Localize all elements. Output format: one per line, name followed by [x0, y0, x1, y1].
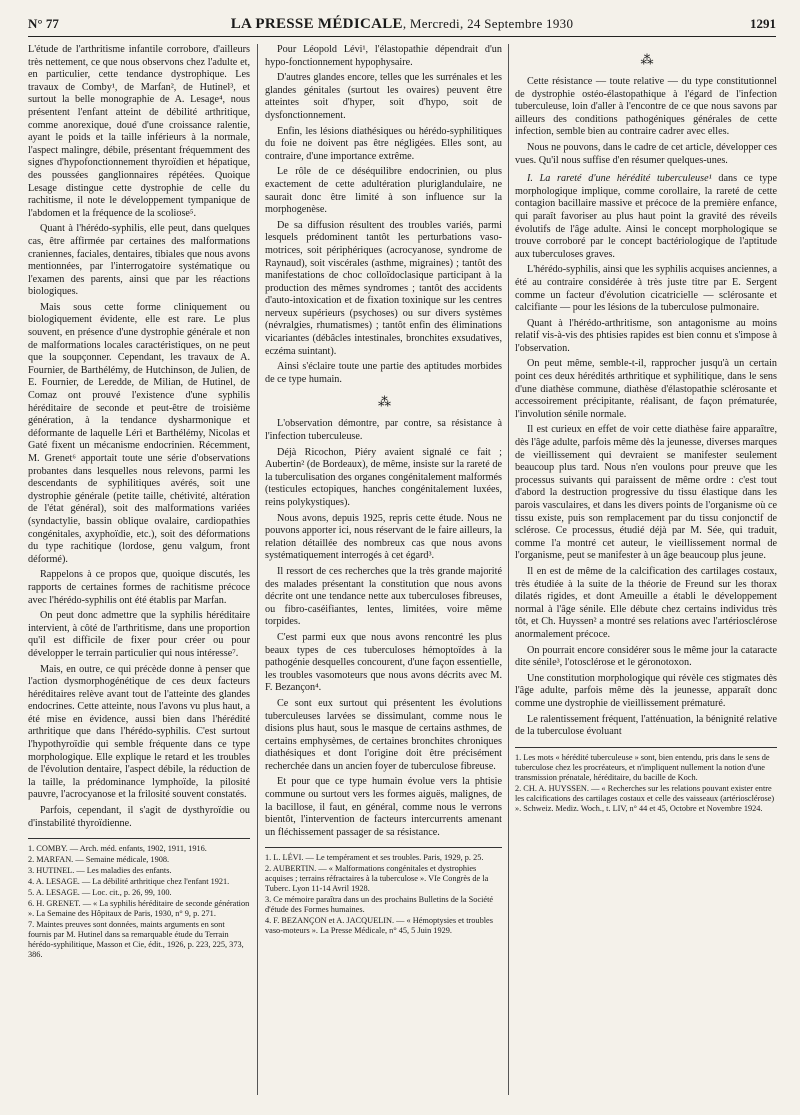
column-1 [28, 44, 250, 961]
footnotes [28, 838, 250, 960]
footnote: 4. A. LESAGE. — La débilité arthritique chez l'enfant 1921. [28, 877, 230, 887]
paragraph: C'est parmi eux que nous avons rencontré les plus beaux types de ces tuberculoses hémoptoïdes à la pathogénie desquelles concourent, d'une façon essentielle, les troubles vasomoteurs que nous avons décrits avec M. F. Bezançon⁴. [265, 631, 502, 694]
paragraph: Pour Léopold Lévi¹, l'élastopathie dépendrait d'un hypo-fonctionnement hypophysaire. [265, 44, 502, 68]
paragraph: Mais sous cette forme cliniquement ou biologiquement évidente, elle est rare. Le plus souvent, en présence d'une dystrophie générale et non de malformations locales caractéristiques, on ne peut que la soupçonner. Cependant, les travaux de A. Fournier, de Barthélémy, de Hutchinson, de Julien, de E. Fournier, de Leredde, de Milian, de Hutinel, de Comaz ont prouvé l'existence d'une syphilis héréditaire de seconde et peut-être de troisième génération, à la tendance dysharmonique et déformante de laquelle Léri et Barthélémy, Nicolas et Gaté fixent un mécanisme endocrinien. Récemment, M. Grenet⁶ apportait toute une série d'observations probantes dans lesquelles nous relevons, parmi les descendants de syphilitiques avérés, soit une dystrophie générale (petite taille, chétivité, altération de l'état général), soit des malformations variées (syndactylie, bassin oblique ovalaire, cardiopathies congénitales, axyphoïdie, etc.), soit des déformations du type rachitique (lordose, genu valgum, front déformé). [28, 301, 250, 565]
footnote: 2. MARFAN. — Semaine médicale, 1908. [28, 855, 170, 865]
footnote: 2. CH. A. HUYSSEN. — « Recherches sur les relations pouvant exister entre les calcifications des cartilages costaux et celle des vaisseaux (artériosclérose) ». Schweiz. Mediz. Woch., t. LIV, n° 44 et 45, Octobre et Novembre 1924. [515, 783, 775, 813]
paragraph: Nous ne pouvons, dans le cadre de cet article, développer ces vues. Qu'il nous suffise d'en résumer quelques-unes. [515, 141, 777, 166]
paragraph: Déjà Ricochon, Piéry avaient signalé ce fait ; Aubertin² (de Bordeaux), de même, insiste sur la rareté de la tuberculisation des organes congénitalement malformés (testicules ectopiques, hanches congénitalement luxées, reins polykystiques). [265, 446, 502, 508]
column-2 [265, 44, 502, 937]
paragraph: Enfin, les lésions diathésiques ou hérédo-syphilitiques du foie ne doivent pas être négligées. Elles sont, au contraire, d'une importance extrême. [265, 125, 502, 162]
paragraph: Le rôle de ce déséquilibre endocrinien, ou plus exactement de cette adultération pluriglandulaire, ne saurait donc être limité à son influence sur la morphogenèse. [265, 166, 502, 216]
paragraph: L'observation démontre, par contre, sa résistance à l'infection tuberculeuse. [265, 418, 502, 443]
paragraph: Quant à l'hérédo-arthritisme, son antagonisme au moins relatif vis-à-vis des phtisies rapides est bien connu et s'impose à l'observation. [515, 317, 777, 354]
paragraph: Ainsi s'éclaire toute une partie des aptitudes morbides de ce type humain. [265, 361, 502, 385]
issue-number: N° 77 [28, 16, 59, 31]
section-heading: I. La rareté d'une hérédité tuberculeuse¹ [527, 173, 712, 185]
paragraph: L'hérédo-syphilis, ainsi que les syphilis acquises anciennes, a été au contraire considérée à très juste titre par E. Sergent comme un facteur d'évolution cicatricielle — sclérosante et calcifiante — pour les lésions de la tuberculose pulmonaire. [515, 264, 777, 314]
paragraph: Nous avons, depuis 1925, repris cette étude. Nous ne pouvons apporter ici, nous réservant de le faire ailleurs, la relation détaillée des nombreux cas que nous avons systématiquement interrogés à cet égard³. [265, 512, 502, 562]
paragraph: Le ralentissement fréquent, l'atténuation, la bénignité relative de la tuberculose évoluant [515, 713, 777, 738]
footnote: 7. Maintes preuves sont données, maints arguments en sont fournis par M. Hutinel dans sa remarquable étude du Terrain hérédo-syphilitique, Masson et Cie, édit., 1926, p. 223, 225, 373, 386. [28, 920, 244, 960]
paragraph: Rappelons à ce propos que, quoique discutés, les rapports de certaines formes de rachitisme précoce avec l'hérédo-syphilis ont été établis par Marfan. [28, 569, 250, 606]
footnote: 6. H. GRENET. — « La syphilis héréditaire de seconde génération ». La Semaine des Hôpitaux de Paris, 1930, n° 9, p. 271. [28, 899, 250, 919]
paragraph: On peut donc admettre que la syphilis héréditaire intervient, à côté de l'arthritisme, dans une proportion qu'il est difficile de fixer pour créer ou pour développer le terrain particulier qui nous intéresse⁷. [28, 610, 250, 659]
footnote: 5. A. LESAGE. — Loc. cit., p. 26, 99, 100. [28, 888, 172, 898]
paragraph-section-1 [515, 173, 777, 261]
footnotes [515, 747, 777, 814]
paragraph: Quant à l'hérédo-syphilis, elle peut, dans quelques cas, être affirmée par certaines des malformations craniennes, faciales, dentaires, tibiales que nous avons mentionnées, par l'interrogatoire systématique ou l'examen des parents, ainsi que par les réactions biologiques. [28, 223, 250, 298]
paragraph: L'étude de l'arthritisme infantile corrobore, d'ailleurs très nettement, ce que nous observons chez l'adulte et, en particulier, cette tendance dystrophique. Les travaux de Comby¹, de Marfan², de Hutinel³, et surtout la belle monographie de A. Lesage⁴, nous présentent l'enfant atteint de débilité arthritique, comme anorexique, doué d'une croissance ralentie, ayant le poids et la taille inférieurs à la normale, l'aspect malingre, débile, présentant fréquemment des signes d'hypofonctionnement thyroïdien et hépatique, des poussées ganglionnaires répétées. Quoique Lesage distingue cette dystrophie de celle du rachitisme, il note le développement tympanique de l'abdomen et la fréquence de la scoliose⁵. [28, 44, 250, 219]
paragraph: D'autres glandes encore, telles que les surrénales et les glandes génitales (surtout les ovaires) peuvent être atteintes soit d'hyper, soit d'hypo, soit de dysfonctionnement. [265, 72, 502, 121]
paragraph: Il est curieux en effet de voir cette diathèse faire apparaître, dès l'âge adulte, parfois même dès la jeunesse, diverses marques de vieillissement qui devraient se manifester seulement beaucoup plus tard. Nous n'en voulons pour preuve que les processus suivants qui paraissent de même ordre : c'est tout d'abord la destruction progressive du tissu élastique dans les parois vasculaires, et dans les divers points de l'organisme où ce tissu existe, puis son remplacement par du tissu conjonctif de sclérose. Ce processus, étudié déjà par M. Sée, qui traduit, comme l'a montré cet auteur, le vieillissement normal de l'organisme, peut se manifester à un âge beaucoup plus jeune. [515, 424, 777, 562]
page-header [28, 14, 776, 37]
paragraph: Et pour que ce type humain évolue vers la phtisie commune ou surtout vers les formes aiguës, malignes, de la bacillose, il faut, en général, comme nous le verrons bientôt, l'intervention de facteurs intercurrents amenant un fléchissement passager de sa résistance. [265, 776, 502, 838]
footnote: 4. F. BEZANÇON et A. JACQUELIN. — « Hémoptysies et troubles vaso-moteurs ». La Presse Médicale, n° 45, 5 Juin 1929. [265, 916, 493, 936]
footnote: 3. Ce mémoire paraîtra dans un des prochains Bulletins de la Société d'étude des Formes humaines. [265, 895, 494, 915]
section-text: dans ce type morphologique implique, comme corollaire, la rareté de cette contagion bacillaire massive et précoce de la première enfance, qui paraît favoriser au plus haut point la gravité des réveils évolutifs de l'âge adulte. Ainsi le concept morphologique se trouve corroboré par le concept bactériologique de l'aptitude aux tuberculoses graves. [515, 173, 777, 260]
footnote: 3. HUTINEL. — Les maladies des enfants. [28, 866, 172, 876]
footnote: 1. Les mots « hérédité tuberculeuse » sont, bien entendu, pris dans le sens de tuberculose chez les procréateurs, et n'impliquent nullement la notion d'une transmission prénatale, héréditaire, du bacille de Koch. [515, 752, 770, 782]
paragraph: Il en est de même de la calcification des cartilages costaux, très étudiée à la suite de la théorie de Freund sur les thorax dilatés rigides, et dont Ameuille a établi le développement normal à l'âge sénile. Elle débute chez certains individus très tôt, et Ch. Huyssen² a montré ses relations avec l'artériosclérose anormalement précoce. [515, 565, 777, 640]
section-ornament: ⁂ [378, 394, 389, 410]
paragraph: De sa diffusion résultent des troubles variés, parmi lesquels prédominent tantôt les perturbations vaso-motrices, soit périphériques (acrocyanose, syndrome de Raynaud), soit viscérales (asthme, migraines) ; tantôt des manifestations de choc colloïdoclasique participant à la production des mêmes syndromes ; tantôt des accidents d'auto-intoxication et de fixation toxinique sur les centres nerveux supérieurs (psychoses) ou sur divers systèmes (névralgies, rhumatismes) ; tantôt enfin des éliminations vicariantes (débâcles intestinales, bronchites exsudatives, eczéma suintant). [265, 219, 502, 357]
paragraph: Une constitution morphologique qui révèle ces stigmates dès l'âge adulte, parfois même dès la jeunesse, apparaît donc comme une dystrophie de vieillissement prématuré. [515, 672, 777, 709]
column-rule [508, 44, 509, 1095]
masthead [28, 16, 776, 33]
footnotes [265, 847, 502, 936]
footnote: 1. L. LÉVI. — Le tempérament et ses troubles. Paris, 1929, p. 25. [265, 853, 484, 863]
paragraph: On pourrait encore considérer sous le même jour la cataracte dite sénile³, l'otosclérose et le géronotoxon. [515, 644, 777, 669]
paragraph: Il ressort de ces recherches que la très grande majorité des malades présentant la constitution que nous avons décrite ont une tendance nette aux tuberculoses fibreuses, ou fibro-caséifiantes, lentes, limitées, voire même torpides. [265, 565, 502, 628]
footnote: 2. AUBERTIN. — « Malformations congénitales et dystrophies acquises ; terrains réfractaires à la tuberculose ». VIe Congrès de la Tuberc. Lyon 11-14 Avril 1928. [265, 864, 489, 894]
paragraph: Parfois, cependant, il s'agit de dysthyroïdie ou d'instabilité thyroïdienne. [28, 805, 250, 829]
section-ornament: ⁂ [640, 52, 652, 67]
paragraph: On peut même, semble-t-il, rapprocher jusqu'à un certain point ces deux hérédités arthritique et syphilitique, dans le sens d'une diathèse commune, diathèse d'élastopathie sclérosante et accessoirement précipitante, réalisant, de façon prématurée, l'involution sénile normale. [515, 358, 777, 420]
paragraph: Mais, en outre, ce qui précède donne à penser que l'action dysmorphogénétique de ces deux facteurs héréditaires relève avant tout de l'atteinte des glandes endocrines. Cette atteinte, nous l'avons vu plus haut, a été mise en évidence, aussi bien dans l'hérédité arthritique que dans l'hérédo-syphilis. C'est surtout l'hypothyroïdie qui semble fréquente dans ce type morphologique. Elle explique le retard et les troubles de l'évolution dentaire, l'aspect débile, la réduction de la taille, la prédominance lymphoïde, la pilosité pauvre, l'acrocyanose et la frilosité souvent constatés. [28, 663, 250, 801]
column-3 [515, 44, 777, 815]
paragraph: Cette résistance — toute relative — du type constitutionnel de dystrophie ostéo-élastopathique à l'égard de l'infection tuberculeuse, loin d'aller à l'encontre de ce que nous savons par ailleurs des conditions pathogéniques générales de cette infection, semble bien au contraire cadrer avec elles. [515, 76, 777, 138]
footnote: 1. COMBY. — Arch. méd. enfants, 1902, 1911, 1916. [28, 844, 207, 854]
issue-date: , Mercredi, 24 Septembre 1930 [402, 16, 574, 31]
paragraph: Ce sont eux surtout qui présentent les évolutions tuberculeuses larvées se dissimulant, comme nous le disions plus haut, sous le masque de certains asthmes, de certains emphysèmes, de certaines bronchites chroniques diathésiques et dont l'origine doit être précisément recherchée dans un ancien foyer de tuberculose fibreuse. [265, 697, 502, 772]
publication-title: LA PRESSE MÉDICALE [230, 16, 403, 32]
page-number: 1291 [750, 16, 776, 31]
column-rule [257, 44, 258, 1095]
